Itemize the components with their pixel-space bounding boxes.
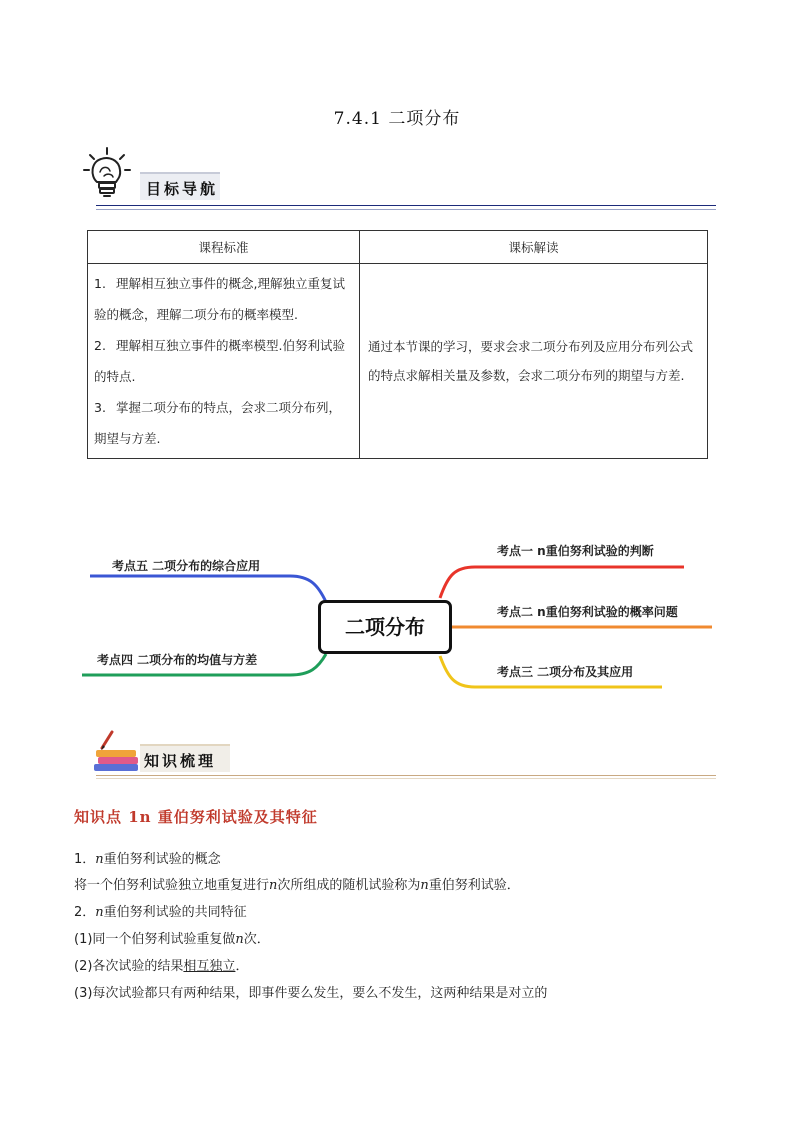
knowledge-rule	[96, 775, 716, 776]
branch-line-5	[90, 576, 326, 602]
branch-label-3: 考点三 二项分布及其应用	[497, 665, 634, 679]
standards-cell	[88, 264, 360, 459]
interpretation-cell: 通过本节课的学习，要求会求二项分布列及应用分布列公式的特点求解相关量及参数，会求二项分布列的期望与方差.	[360, 264, 708, 459]
page-title: 7.4.1 二项分布	[333, 109, 461, 129]
feature-1: (1)同一个伯努利试验重复做n次．	[74, 932, 270, 947]
branch-line-1	[440, 567, 684, 598]
section-1-body: 将一个伯努利试验独立地重复进行n次所组成的随机试验称为n重伯努利试验．	[74, 878, 520, 893]
branch-label-1: 考点一 n重伯努利试验的判断	[497, 544, 654, 558]
section-2-heading: 2．n重伯努利试验的共同特征	[74, 905, 247, 920]
standards-table	[87, 230, 708, 459]
goal-header: 目标导航	[146, 180, 219, 198]
header-rule	[96, 205, 716, 206]
table-header-standard: 课程标准	[88, 231, 360, 264]
knowledge-point-title: 知识点 1n 重伯努利试验及其特征	[74, 808, 318, 826]
branch-label-2: 考点二 n重伯努利试验的概率问题	[497, 605, 678, 619]
list-item: 2. 理解相互独立事件的概率模型.伯努利试验的特点.	[94, 338, 345, 384]
feature-3: (3)每次试验都只有两种结果，即事件要么发生，要么不发生，这两种结果是对立的	[74, 986, 548, 1001]
section-1-heading: 1．n重伯努利试验的概念	[74, 852, 221, 867]
knowledge-rule-lower	[96, 778, 716, 779]
mindmap-center-node: 二项分布	[318, 600, 452, 654]
table-header-interpretation: 课标解读	[360, 231, 708, 264]
list-item: 1. 理解相互独立事件的概念,理解独立重复试验的概念，理解二项分布的概率模型.	[94, 276, 345, 322]
branch-label-5: 考点五 二项分布的综合应用	[112, 559, 261, 573]
books-pencil-icon	[92, 730, 142, 774]
header-rule-lower	[96, 209, 716, 210]
feature-2: (2)各次试验的结果相互独立．	[74, 959, 249, 974]
branch-label-4: 考点四 二项分布的均值与方差	[97, 653, 258, 667]
lightbulb-icon	[82, 146, 132, 204]
knowledge-header: 知识梳理	[144, 752, 217, 770]
list-item: 3. 掌握二项分布的特点，会求二项分布列，期望与方差.	[94, 400, 342, 446]
